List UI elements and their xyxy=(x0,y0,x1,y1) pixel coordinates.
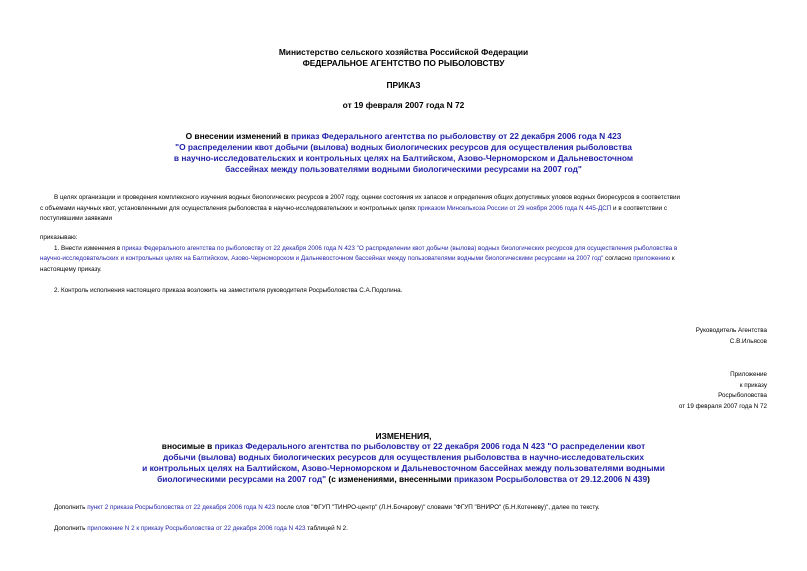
order-item-1-text-b: согласно xyxy=(603,255,634,262)
order-item-1-link[interactable]: приказ Федерального агентства по рыболовству от 22 декабря 2006 года N 423 "О распределении квот добычи (вылова) водных биологических ресурсов для осуществления рыболовства в xyxy=(121,244,678,252)
amendment-1-text-b: после слов "ФГУП "ТИНРО-центр" (Л.Н.Бочарову)" словами "ФГУП "ВНИРО" (Б.Н.Котеневу)", далее по тексту. xyxy=(275,504,600,511)
changes-heading: ИЗМЕНЕНИЯ, xyxy=(375,431,432,441)
changes-link-4[interactable]: биологическими ресурсами на 2007 год" xyxy=(157,474,327,484)
preamble-link[interactable]: приказом Минсельхоза России от 29 ноября 2006 года N 445-ДСП xyxy=(417,204,612,212)
changes-note: (с изменениями, внесенными xyxy=(326,474,454,484)
appendix-line-3: Росрыболовства xyxy=(718,392,767,399)
amendment-2-link[interactable]: приложение N 2 к приказу Росрыболовства от 22 декабря 2006 года N 423 xyxy=(87,525,306,532)
amendment-2-text: Дополнить xyxy=(54,525,88,532)
order-block xyxy=(40,233,775,275)
changes-prefix: вносимые в xyxy=(161,441,215,451)
order-item-1-line-1 xyxy=(40,244,775,255)
changes-line-1 xyxy=(0,441,807,452)
changes-link-3[interactable]: и контрольных целях на Балтийском, Азово-Черноморском и Дальневосточном бассейнах между пользователями водными xyxy=(142,463,665,473)
amendment-2 xyxy=(54,524,774,535)
doc-title xyxy=(0,131,807,175)
preamble-text-b: и в соответствии с xyxy=(611,204,668,212)
amendment-1-text: Дополнить xyxy=(54,504,88,511)
order-item-2: 2. Контроль исполнения настоящего приказа возложить на заместителя руководителя Росрыболовства С.А.Подолина. xyxy=(54,287,403,294)
order-item-1-line-3: настоящему приказу. xyxy=(40,265,102,273)
title-link-3[interactable]: в научно-исследовательских и контрольных целях на Балтийском, Азово-Черноморском и Дальневосточном xyxy=(173,153,634,163)
amendment-1-link[interactable]: пункт 2 приказа Росрыболовства от 22 декабря 2006 года N 423 xyxy=(87,504,276,511)
order-item-1-text-c: к xyxy=(670,255,675,262)
changes-title xyxy=(0,441,807,485)
signature-position: Руководитель Агентства xyxy=(695,327,767,334)
order-label: приказываю: xyxy=(40,234,78,241)
preamble-text: с объемами научных квот, установленными для осуществления рыболовства в научно-исследовательских и контрольных целях xyxy=(40,204,418,212)
preamble-line-2 xyxy=(40,204,775,215)
changes-link-1[interactable]: приказ Федерального агентства по рыболовству от 22 декабря 2006 года N 423 "О распределении квот xyxy=(214,441,646,451)
agency-name: ФЕДЕРАЛЬНОЕ АГЕНТСТВО ПО РЫБОЛОВСТВУ xyxy=(302,58,505,68)
ministry-name: Министерство сельского хозяйства Российской Федерации xyxy=(278,47,529,57)
signature-block xyxy=(696,326,767,347)
order-item-1-text: 1. Внести изменения в xyxy=(54,244,122,252)
title-link-2[interactable]: "О распределении квот добычи (вылова) водных биологических ресурсов для осуществления рыболовства xyxy=(175,142,632,152)
preamble-line-3: поступившими заявками xyxy=(40,215,112,222)
appendix-block xyxy=(679,370,767,412)
title-link-1[interactable]: приказ Федерального агентства по рыболовству от 22 декабря 2006 года N 423 xyxy=(291,131,622,141)
appendix-line-4: от 19 февраля 2007 года N 72 xyxy=(678,402,767,410)
changes-note-end: ) xyxy=(647,474,650,484)
signature-name: С.В.Ильясов xyxy=(729,337,767,345)
title-prefix: О внесении изменений в xyxy=(185,131,292,141)
order-item-1-line-2 xyxy=(40,254,775,265)
preamble-line-1: В целях организации и проведения комплексного изучения водных биологических ресурсов в 2007 году, оценки состояния их запасов и определения общих допустимых уловов водных биоресурсов в соответствии xyxy=(54,194,681,201)
order-item-1-link-2[interactable]: научно-исследовательских и контрольных целях на Балтийском, Азово-Черноморском и Дальневосточном бассейнах между пользователями водными биологическими ресурсами на 2007 год" xyxy=(40,255,604,262)
changes-line-4 xyxy=(0,474,807,485)
amendment-1 xyxy=(54,503,774,514)
appendix-line-2: к приказу xyxy=(739,381,767,389)
changes-amend-link[interactable]: приказом Росрыболовства от 29.12.2006 N 439 xyxy=(453,474,648,484)
amendment-2-text-b: таблицей N 2. xyxy=(305,525,348,532)
preamble xyxy=(40,193,775,225)
doc-type: ПРИКАЗ xyxy=(386,80,421,90)
doc-date: от 19 февраля 2007 года N 72 xyxy=(342,100,465,110)
changes-link-2[interactable]: добычи (вылова) водных биологических ресурсов для осуществления рыболовства в научно-исследовательских xyxy=(163,452,644,462)
title-link-4[interactable]: бассейнах между пользователями водными биологическими ресурсами на 2007 год" xyxy=(225,164,582,174)
appendix-line-1: Приложение xyxy=(730,371,767,378)
title-line-1 xyxy=(0,131,807,142)
appendix-link[interactable]: приложению xyxy=(633,255,671,262)
